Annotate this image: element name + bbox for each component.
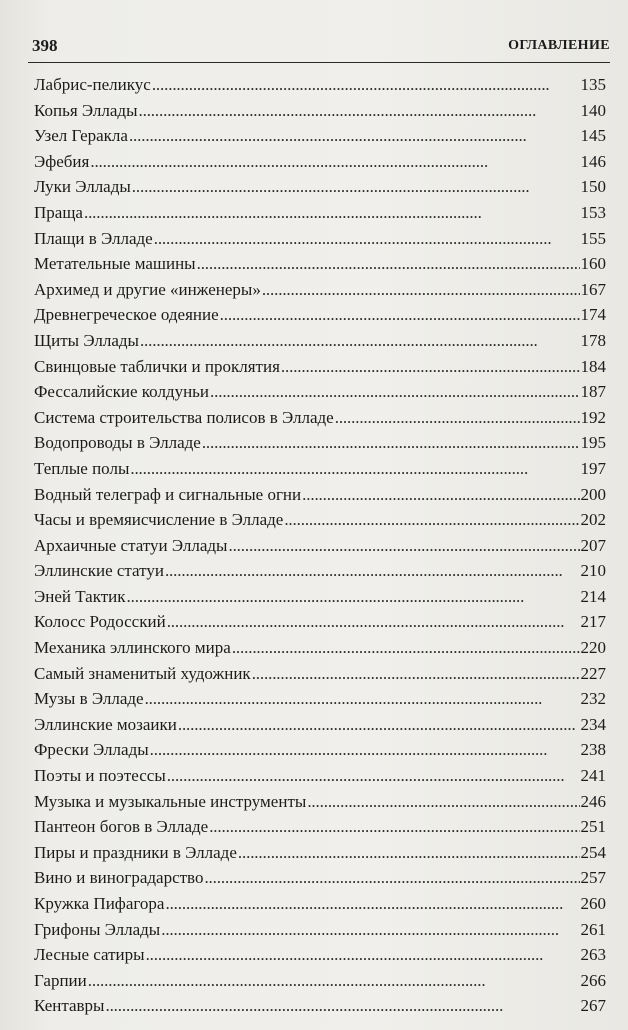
toc-leader-dots [197,251,580,277]
toc-entry-page: 160 [580,254,606,274]
toc-entry-title: Кентавры [34,996,105,1016]
toc-entry [34,917,606,943]
toc-entry-title: Механика эллинского мира [34,638,231,658]
toc-entry-title: Эфебия [34,151,90,171]
toc-leader-dots [178,712,580,738]
toc-entry-page: 155 [580,228,606,248]
toc-entry-page: 254 [580,842,606,862]
toc-entry [34,635,606,661]
toc-entry-title: Архаичные статуи Эллады [34,535,228,555]
toc-leader-dots [152,72,580,98]
toc-leader-dots [238,840,580,866]
toc-leader-dots [204,865,579,891]
toc-entry-title: Музы в Элладе [34,689,144,709]
toc-entry-page: 217 [580,612,606,632]
table-of-contents [34,72,606,1019]
toc-entry-title: Система строительства полисов в Элладе [34,407,334,427]
toc-entry-page: 232 [580,689,606,709]
toc-entry-title: Гарпии [34,970,87,990]
toc-entry-page: 220 [580,638,606,658]
toc-entry [34,98,606,124]
toc-leader-dots [127,584,580,610]
toc-leader-dots [335,405,580,431]
toc-entry-page: 192 [580,407,606,427]
toc-entry-page: 167 [580,279,606,299]
toc-entry-title: Теплые полы [34,458,130,478]
toc-entry [34,302,606,328]
toc-leader-dots [252,661,580,687]
toc-entry-title: Вино и виноградарство [34,868,204,888]
toc-leader-dots [140,328,580,354]
toc-entry-title: Лабрис-пеликус [34,75,151,94]
toc-entry [34,354,606,380]
toc-entry-title: Водопроводы в Элладе [34,433,201,453]
toc-entry-page: 184 [580,356,606,376]
toc-entry-page: 234 [580,714,606,734]
toc-entry-title: Эней Тактик [34,586,126,606]
toc-entry [34,482,606,508]
toc-leader-dots [209,814,579,840]
toc-entry-page: 238 [580,740,606,760]
toc-entry-title: Грифоны Эллады [34,919,161,939]
toc-leader-dots [232,635,580,661]
toc-entry-page: 146 [580,151,606,171]
toc-leader-dots [262,277,580,303]
toc-entry-page: 178 [580,330,606,350]
toc-entry-page: 187 [580,382,606,402]
toc-entry [34,993,606,1019]
toc-leader-dots [284,507,579,533]
toc-leader-dots [281,354,580,380]
toc-entry-page: 267 [580,996,606,1016]
toc-entry [34,712,606,738]
toc-leader-dots [167,609,580,635]
toc-entry [34,149,606,175]
toc-entry [34,226,606,252]
toc-entry [34,379,606,405]
toc-entry-title: Фрески Эллады [34,740,149,760]
toc-entry-title: Копья Эллады [34,100,138,120]
toc-entry [34,456,606,482]
toc-leader-dots [145,686,580,712]
toc-entry-title: Часы и времяисчисление в Элладе [34,510,284,530]
toc-entry [34,251,606,277]
toc-entry-page: 197 [580,458,606,478]
toc-entry [34,200,606,226]
toc-entry [34,814,606,840]
toc-entry-title: Водный телеграф и сигнальные огни [34,484,302,504]
toc-leader-dots [129,123,580,149]
toc-leader-dots [139,98,580,124]
toc-entry [34,737,606,763]
toc-entry-title: Плащи в Элладе [34,228,153,248]
toc-entry-title: Колосс Родосский [34,612,166,632]
toc-entry-page: 241 [580,766,606,786]
toc-entry [34,533,606,559]
running-title: ОГЛАВЛЕНИЕ [508,38,610,53]
toc-entry-page: 260 [580,894,606,913]
toc-leader-dots [165,558,580,584]
toc-entry-title: Лесные сатиры [34,945,145,965]
toc-entry-page: 246 [580,791,606,811]
toc-entry-page: 266 [580,970,606,990]
toc-entry-page: 257 [580,868,606,888]
toc-entry-title: Свинцовые таблички и проклятия [34,356,280,376]
toc-entry-page: 202 [580,510,606,530]
toc-leader-dots [165,891,579,917]
toc-entry-page: 135 [580,75,606,94]
toc-entry [34,123,606,149]
toc-leader-dots [228,533,579,559]
toc-entry-page: 227 [580,663,606,683]
toc-entry [34,865,606,891]
toc-entry-title: Праща [34,202,83,222]
toc-leader-dots [130,456,579,482]
toc-leader-dots [90,149,579,175]
toc-entry [34,72,606,98]
toc-leader-dots [161,917,579,943]
toc-entry [34,763,606,789]
toc-entry-page: 263 [580,945,606,965]
toc-leader-dots [302,482,579,508]
toc-entry [34,430,606,456]
toc-entry-title: Музыка и музыкальные инструменты [34,791,307,811]
toc-entry-title: Эллинские статуи [34,561,164,581]
toc-entry [34,968,606,994]
toc-entry-page: 195 [580,433,606,453]
toc-leader-dots [150,737,580,763]
toc-entry-page: 207 [580,535,606,555]
toc-entry-title: Поэты и поэтессы [34,766,166,786]
toc-entry [34,277,606,303]
toc-leader-dots [88,968,580,994]
page-header [28,34,610,63]
toc-entry-page: 140 [580,100,606,120]
toc-entry-title: Метательные машины [34,254,196,274]
toc-entry-page: 153 [580,202,606,222]
toc-leader-dots [84,200,580,226]
toc-entry [34,584,606,610]
toc-entry [34,609,606,635]
toc-entry-title: Эллинские мозаики [34,714,177,734]
toc-entry [34,328,606,354]
toc-entry-title: Фессалийские колдуньи [34,382,210,402]
toc-entry [34,891,606,917]
toc-entry [34,661,606,687]
page-number: 398 [32,36,58,55]
toc-entry-title: Щиты Эллады [34,330,139,350]
toc-entry-page: 174 [580,305,606,325]
toc-leader-dots [146,942,580,968]
toc-entry [34,686,606,712]
toc-entry-page: 251 [580,817,606,837]
toc-entry-title: Пиры и праздники в Элладе [34,842,237,862]
toc-entry [34,840,606,866]
toc-entry-title: Самый знаменитый художник [34,663,251,683]
toc-entry [34,789,606,815]
toc-leader-dots [220,302,580,328]
toc-entry-title: Древнегреческое одеяние [34,305,219,325]
toc-leader-dots [154,226,580,252]
toc-entry [34,942,606,968]
toc-entry [34,507,606,533]
toc-entry-title: Пантеон богов в Элладе [34,817,209,837]
toc-entry-page: 261 [580,919,606,939]
toc-leader-dots [202,430,580,456]
toc-leader-dots [167,763,580,789]
toc-entry [34,405,606,431]
toc-entry [34,174,606,200]
toc-entry-title: Узел Геракла [34,126,128,146]
toc-leader-dots [132,174,580,200]
toc-entry-page: 214 [580,586,606,606]
toc-entry-page: 210 [580,561,606,581]
toc-entry-page: 145 [580,126,606,146]
toc-entry-title: Архимед и другие «инженеры» [34,279,261,299]
toc-entry [34,558,606,584]
toc-leader-dots [210,379,579,405]
toc-entry-title: Кружка Пифагора [34,894,165,913]
toc-entry-title: Луки Эллады [34,177,131,197]
toc-entry-page: 200 [580,484,606,504]
toc-leader-dots [307,789,579,815]
toc-entry-page: 150 [580,177,606,197]
toc-leader-dots [105,993,579,1019]
